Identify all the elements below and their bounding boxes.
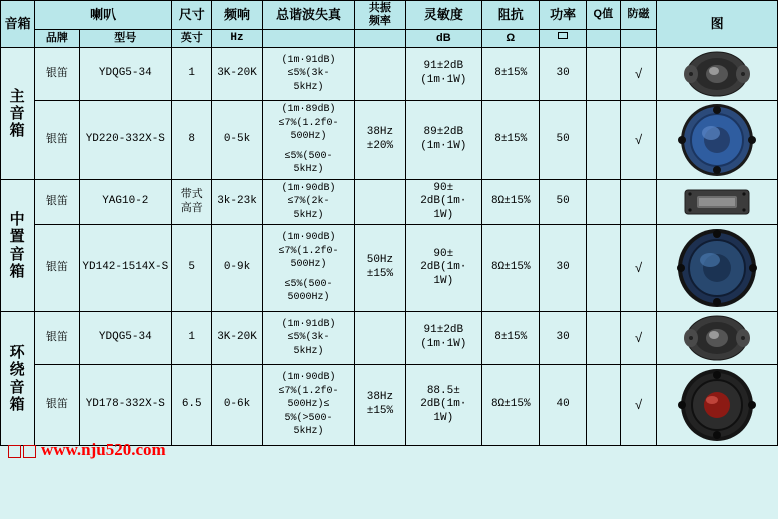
cell-power: 30 [540, 48, 586, 101]
cell-power: 30 [540, 225, 586, 312]
cell-thd [262, 225, 355, 312]
cell-size [172, 180, 212, 225]
header-size-unit: 英寸 [172, 30, 212, 48]
thd-line: (1m·91dB) [281, 54, 336, 66]
table-header-row-1 [1, 1, 778, 30]
cell-q [586, 365, 620, 446]
res-line: 38Hz [366, 391, 394, 404]
group-char: 音 [9, 378, 26, 396]
sens-line: 89±2dB [423, 126, 464, 139]
sens-line: 2dB(1m· [420, 398, 467, 411]
thd-line: ≤5%(3k- [287, 332, 330, 344]
cell-impedance: 8±15% [482, 312, 540, 365]
table-row [1, 180, 778, 225]
group-char: 音 [9, 105, 26, 122]
header-resonance-unit [355, 30, 405, 48]
cell-impedance: 8±15% [482, 101, 540, 180]
cell-thd [262, 180, 355, 225]
cell-size: 6.5 [172, 365, 212, 446]
group-char: 中 [9, 211, 26, 229]
cell-brand: 银笛 [35, 48, 79, 101]
header-freq-unit: Hz [212, 30, 262, 48]
thd-line: 500Hz) [290, 259, 327, 271]
cell-shield: √ [620, 48, 656, 101]
header-q-unit [586, 30, 620, 48]
cell-brand: 银笛 [35, 312, 79, 365]
cell-sensitivity [405, 180, 481, 225]
thd-line: ≤5%(3k- [287, 68, 330, 80]
cell-shield: √ [620, 365, 656, 446]
thd-line: 5kHz) [293, 426, 324, 438]
header-speaker: 喇叭 [35, 1, 172, 30]
tweeter-black-icon [663, 50, 771, 98]
cell-power: 50 [540, 101, 586, 180]
group-char: 箱 [9, 262, 26, 280]
thd-line: ≤7%(1.2f0- [278, 245, 339, 257]
header-sensitivity: 灵敏度 [405, 1, 481, 30]
cell-shield: √ [620, 225, 656, 312]
cell-freq: 0-5k [212, 101, 262, 180]
table-row [1, 365, 778, 446]
cell-shield: √ [620, 101, 656, 180]
cell-size: 1 [172, 48, 212, 101]
res-line: ±15% [366, 268, 394, 281]
header-q: Q值 [586, 1, 620, 30]
watt-symbol-icon [557, 31, 569, 41]
cell-model: YD220-332X-S [79, 101, 172, 180]
thd-line: (1m·91dB) [281, 318, 336, 330]
group-char: 环 [9, 344, 26, 362]
woofer-blue-icon [661, 103, 773, 177]
thd-line: 500Hz) [290, 131, 327, 143]
thd-line: ≤5%(500- [284, 278, 333, 290]
cell-impedance: 8Ω±15% [482, 180, 540, 225]
cell-q [586, 48, 620, 101]
sens-line: 88.5± [426, 384, 460, 397]
thd-line: 5%(>500- [284, 412, 333, 424]
cell-model: YD178-332X-S [79, 365, 172, 446]
group-char: 箱 [9, 122, 26, 140]
res-line: ±20% [366, 140, 394, 153]
cell-resonance [355, 225, 405, 312]
table-row [1, 312, 778, 365]
sens-line: 90± [433, 181, 454, 194]
cell-freq: 0-9k [212, 225, 262, 312]
table-row [1, 101, 778, 180]
cell-thd [262, 101, 355, 180]
watermark-square-icon [23, 445, 36, 458]
cell-q [586, 180, 620, 225]
header-shield: 防磁 [620, 1, 656, 30]
thd-line: (1m·89dB) [281, 104, 336, 116]
watermark-text: www.nju520.com [41, 440, 166, 459]
cell-brand: 银笛 [35, 225, 79, 312]
cell-q [586, 101, 620, 180]
cell-model: YDQG5-34 [79, 48, 172, 101]
group-label-center [1, 180, 35, 312]
cell-freq: 0-6k [212, 365, 262, 446]
header-model: 型号 [79, 30, 172, 48]
sens-line: 1W) [433, 209, 454, 221]
cell-resonance [355, 365, 405, 446]
table-row [1, 48, 778, 101]
cell-impedance: 8Ω±15% [482, 365, 540, 446]
thd-line: (1m·90dB) [281, 182, 336, 194]
header-resonance: 共振 频率 [355, 1, 405, 30]
group-char: 主 [9, 87, 26, 105]
group-label-main [1, 48, 35, 180]
cell-resonance [355, 312, 405, 365]
cell-sensitivity [405, 225, 481, 312]
cell-size: 1 [172, 312, 212, 365]
cell-impedance: 8Ω±15% [482, 225, 540, 312]
cell-brand: 银笛 [35, 365, 79, 446]
header-power: 功率 [540, 1, 586, 30]
cell-freq: 3K-20K [212, 312, 262, 365]
thd-line: 5000Hz) [287, 292, 330, 304]
header-impedance: 阻抗 [482, 1, 540, 30]
cell-model: YAG10-2 [79, 180, 172, 225]
thd-line: (1m·90dB) [281, 372, 336, 384]
thd-line: ≤7%(1.2f0- [278, 385, 339, 397]
thd-line: ≤7%(1.2f0- [278, 117, 339, 129]
header-thd: 总谐波失真 [262, 1, 355, 30]
cell-model: YD142-1514X-S [79, 225, 172, 312]
header-shield-unit [620, 30, 656, 48]
cell-image-tweeter [657, 48, 778, 101]
thd-line: 500Hz)≤ [287, 399, 330, 411]
cell-image-woofer-red [657, 365, 778, 446]
size-line: 带式 [180, 188, 203, 201]
cell-resonance [355, 101, 405, 180]
watermark-square-icon [8, 445, 21, 458]
sens-line: 91±2dB [423, 324, 464, 337]
res-line: 50Hz [366, 254, 394, 267]
cell-brand: 银笛 [35, 101, 79, 180]
cell-sensitivity [405, 312, 481, 365]
sens-line: (1m·1W) [420, 74, 467, 87]
woofer-dark-icon [661, 227, 773, 309]
cell-power: 50 [540, 180, 586, 225]
cell-sensitivity [405, 365, 481, 446]
sens-line: 91±2dB [423, 60, 464, 73]
cell-image-woofer-dark [657, 225, 778, 312]
sens-line: 1W) [433, 412, 454, 424]
group-char: 置 [9, 228, 26, 246]
cell-size: 8 [172, 101, 212, 180]
cell-sensitivity [405, 101, 481, 180]
thd-line: ≤7%(2k- [287, 196, 330, 208]
cell-model: YDQG5-34 [79, 312, 172, 365]
header-image: 图 [657, 1, 778, 48]
cell-q [586, 225, 620, 312]
sens-line: 2dB(1m· [420, 261, 467, 274]
cell-freq: 3K-20K [212, 48, 262, 101]
size-line: 高音 [180, 202, 203, 215]
cell-thd [262, 365, 355, 446]
cell-freq: 3k-23k [212, 180, 262, 225]
thd-line: 5kHz) [293, 164, 324, 176]
cell-resonance [355, 48, 405, 101]
thd-line: 5kHz) [293, 345, 324, 357]
group-char: 绕 [9, 361, 26, 379]
sens-line: (1m·1W) [420, 140, 467, 153]
thd-line: (1m·90dB) [281, 232, 336, 244]
cell-image-woofer [657, 101, 778, 180]
cell-thd [262, 312, 355, 365]
cell-size: 5 [172, 225, 212, 312]
table-row [1, 225, 778, 312]
header-frequency: 频响 [212, 1, 262, 30]
cell-brand: 银笛 [35, 180, 79, 225]
cell-sensitivity [405, 48, 481, 101]
header-brand: 品牌 [35, 30, 79, 48]
cell-resonance [355, 180, 405, 225]
header-enclosure: 音箱 [1, 1, 35, 48]
cell-thd [262, 48, 355, 101]
res-line: 38Hz [366, 126, 394, 139]
header-sensitivity-unit: dB [405, 30, 481, 48]
group-char: 音 [9, 245, 26, 263]
ribbon-tweeter-icon [665, 182, 769, 222]
sens-line: (1m·1W) [420, 338, 467, 351]
cell-impedance: 8±15% [482, 48, 540, 101]
cell-image-ribbon [657, 180, 778, 225]
sens-line: 1W) [433, 275, 454, 287]
cell-shield: √ [620, 312, 656, 365]
res-line: ±15% [366, 405, 394, 418]
tweeter-black-icon [663, 314, 771, 362]
cell-image-tweeter [657, 312, 778, 365]
header-impedance-unit: Ω [482, 30, 540, 48]
thd-line: 5kHz) [293, 209, 324, 221]
thd-line: ≤5%(500- [284, 150, 333, 162]
header-power-unit [540, 30, 586, 48]
header-size: 尺寸 [172, 1, 212, 30]
group-label-surround [1, 312, 35, 446]
cell-power: 40 [540, 365, 586, 446]
header-thd-unit [262, 30, 355, 48]
thd-line: 5kHz) [293, 81, 324, 93]
woofer-red-icon [661, 367, 773, 443]
group-char: 箱 [9, 395, 26, 413]
cell-q [586, 312, 620, 365]
cell-power: 30 [540, 312, 586, 365]
cell-shield [620, 180, 656, 225]
sens-line: 2dB(1m· [420, 195, 467, 208]
sens-line: 90± [433, 247, 454, 260]
